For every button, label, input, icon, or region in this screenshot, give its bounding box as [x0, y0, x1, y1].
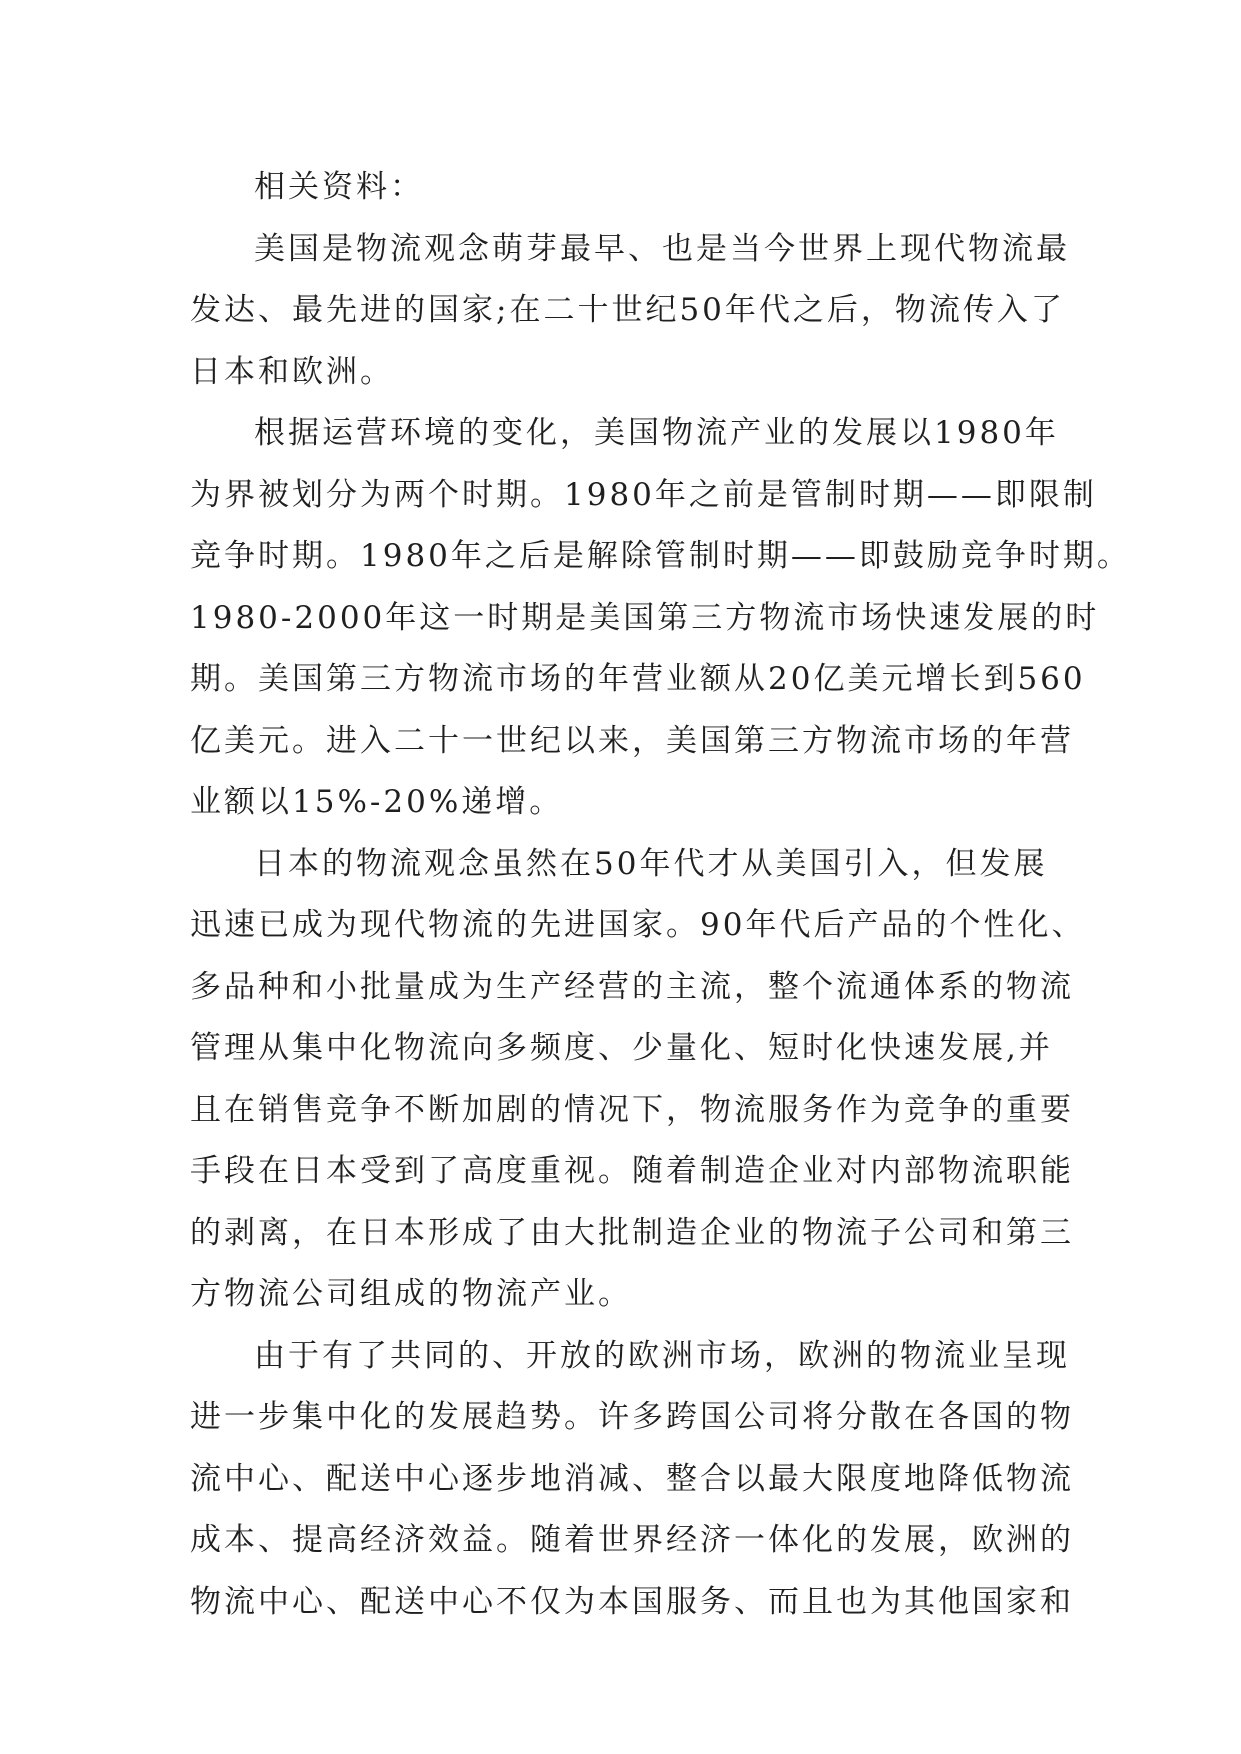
paragraph-line: 日本和欧洲。: [190, 353, 394, 390]
paragraph-line: 根据运营环境的变化，美国物流产业的发展以1980年: [254, 415, 1059, 451]
paragraph-line: 期。美国第三方物流市场的年营业额从20亿美元增长到560: [190, 661, 1086, 697]
paragraph-line: 的剥离，在日本形成了由大批制造企业的物流子公司和第三: [190, 1214, 1074, 1251]
paragraph-line: 且在销售竞争不断加剧的情况下，物流服务作为竞争的重要: [190, 1091, 1074, 1128]
paragraph-line: 迅速已成为现代物流的先进国家。90年代后产品的个性化、: [190, 907, 1086, 943]
paragraph-us-origin: [190, 219, 1070, 404]
paragraph-line: 由于有了共同的、开放的欧洲市场，欧洲的物流业呈现: [254, 1337, 1070, 1374]
paragraph-line: 手段在日本受到了高度重视。随着制造企业对内部物流职能: [190, 1153, 1074, 1189]
paragraph-line: 流中心、配送中心逐步地消减、整合以最大限度地降低物流: [190, 1460, 1074, 1497]
paragraph-line: 管理从集中化物流向多频度、少量化、短时化快速发展,并: [190, 1030, 1053, 1066]
paragraph-japan: [190, 834, 1086, 1326]
paragraph-line: 方物流公司组成的物流产业。: [190, 1276, 632, 1312]
paragraph-line: 多品种和小批量成为生产经营的主流，整个流通体系的物流: [190, 968, 1074, 1005]
paragraph-line: 业额以15%-20%递增。: [190, 784, 564, 820]
paragraph-line: 美国是物流观念萌芽最早、也是当今世界上现代物流最: [254, 230, 1070, 267]
paragraph-line: 成本、提高经济效益。随着世界经济一体化的发展，欧洲的: [190, 1522, 1074, 1558]
paragraph-line: 发达、最先进的国家;在二十世纪50年代之后，物流传入了: [190, 292, 1065, 328]
paragraph-line: 物流中心、配送中心不仅为本国服务、而且也为其他国家和: [190, 1583, 1074, 1620]
paragraph-line: 竞争时期。1980年之后是解除管制时期——即鼓励竞争时期。: [190, 538, 1131, 574]
paragraph-line: 日本的物流观念虽然在50年代才从美国引入，但发展: [254, 845, 1048, 882]
section-heading: 相关资料：: [254, 169, 424, 205]
paragraph-line: 进一步集中化的发展趋势。许多跨国公司将分散在各国的物: [190, 1399, 1074, 1435]
paragraph-line: 为界被划分为两个时期。1980年之前是管制时期——即限制: [190, 476, 1097, 513]
paragraph-line: 亿美元。进入二十一世纪以来，美国第三方物流市场的年营: [190, 722, 1074, 759]
paragraph-line: 1980-2000年这一时期是美国第三方物流市场快速发展的时: [190, 599, 1100, 636]
paragraph-europe: [190, 1326, 1074, 1634]
document-body: [190, 157, 1131, 1633]
paragraph-us-periods: [190, 403, 1131, 834]
